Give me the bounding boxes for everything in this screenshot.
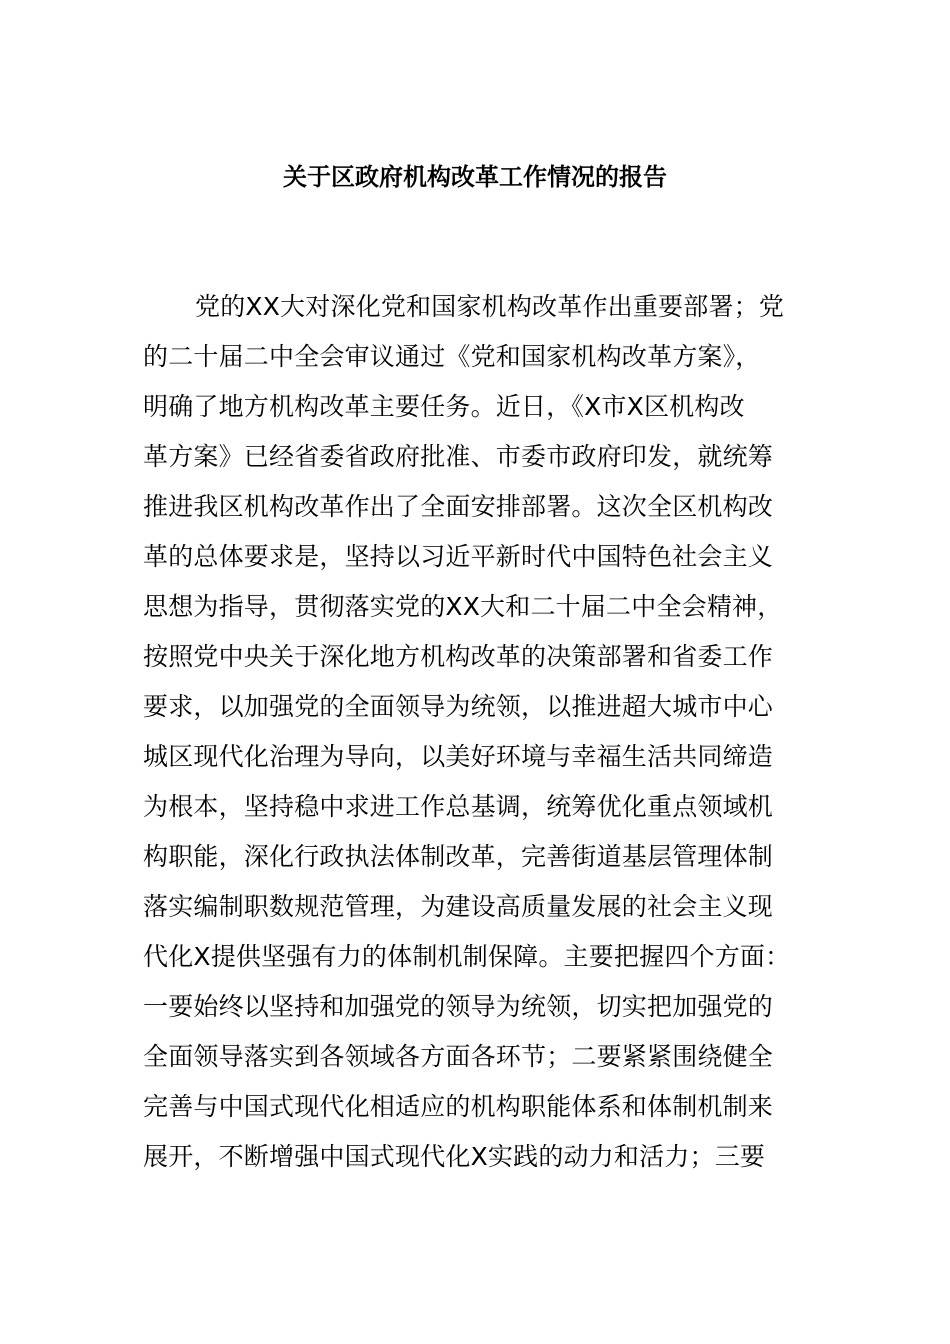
body-line: 明确了地方机构改革主要任务。近日，《X市X区机构改	[143, 392, 745, 421]
body-line: 构职能，深化行政执法体制改革，完善街道基层管理体制	[143, 842, 774, 871]
body-line: 全面领导落实到各领域各方面各环节；二要紧紧围绕健全	[143, 1042, 774, 1071]
document-title: 关于区政府机构改革工作情况的报告	[283, 163, 667, 191]
body-line: 一要始终以坚持和加强党的领导为统领，切实把加强党的	[143, 992, 774, 1021]
body-line: 完善与中国式现代化相适应的机构职能体系和体制机制来	[143, 1092, 774, 1121]
body-line: 革的总体要求是，坚持以习近平新时代中国特色社会主义	[143, 542, 774, 571]
body-line: 按照党中央关于深化地方机构改革的决策部署和省委工作	[143, 642, 774, 671]
body-line: 党的XX大对深化党和国家机构改革作出重要部署；党	[195, 292, 785, 321]
body-line: 为根本，坚持稳中求进工作总基调，统筹优化重点领域机	[143, 792, 774, 821]
body-line: 的二十届二中全会审议通过《党和国家机构改革方案》，	[143, 342, 761, 371]
body-line: 要求，以加强党的全面领导为统领，以推进超大城市中心	[143, 692, 774, 721]
body-line: 推进我区机构改革作出了全面安排部署。这次全区机构改	[143, 492, 774, 521]
body-line: 展开，不断增强中国式现代化X实践的动力和活力；三要	[143, 1142, 766, 1171]
body-line: 革方案》已经省委省政府批准、市委市政府印发，就统筹	[143, 442, 774, 471]
body-line: 思想为指导，贯彻落实党的XX大和二十届二中全会精神，	[143, 592, 783, 621]
body-line: 城区现代化治理为导向，以美好环境与幸福生活共同缔造	[143, 742, 774, 771]
body-line: 落实编制职数规范管理，为建设高质量发展的社会主义现	[143, 892, 774, 921]
document-body	[143, 282, 843, 1182]
body-line: 代化X提供坚强有力的体制机制保障。主要把握四个方面：	[143, 942, 791, 971]
